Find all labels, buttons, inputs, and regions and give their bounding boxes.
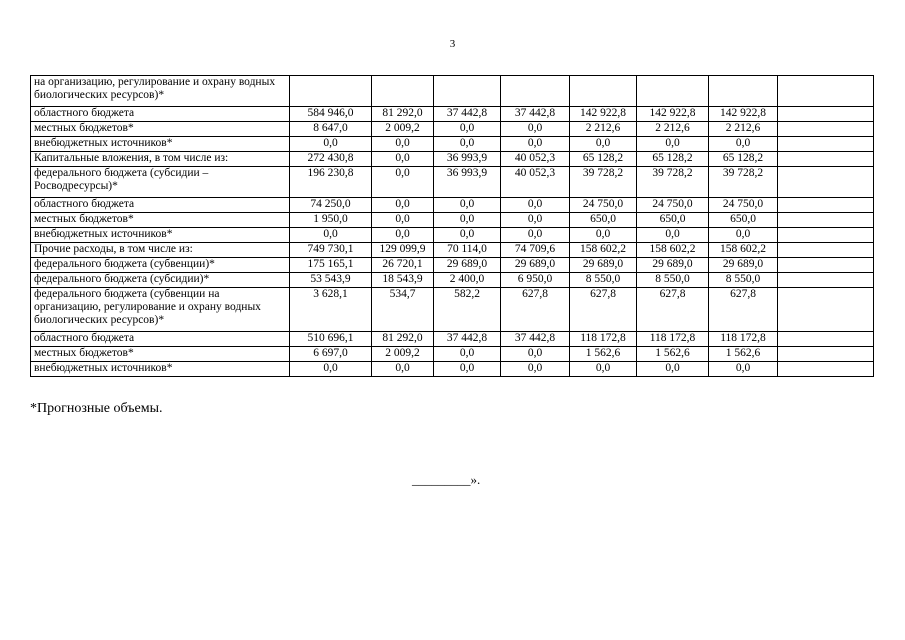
value-cell xyxy=(778,273,874,288)
value-cell: 2 212,6 xyxy=(570,122,637,137)
value-cell xyxy=(501,76,570,107)
value-cell xyxy=(778,152,874,167)
row-label: федерального бюджета (субсидии – Росводресурсы)* xyxy=(31,167,290,198)
table-row xyxy=(31,122,874,137)
value-cell: 142 922,8 xyxy=(709,107,778,122)
value-cell: 0,0 xyxy=(501,137,570,152)
value-cell: 65 128,2 xyxy=(637,152,709,167)
value-cell: 36 993,9 xyxy=(434,167,501,198)
value-cell xyxy=(570,76,637,107)
value-cell: 158 602,2 xyxy=(570,243,637,258)
table-row xyxy=(31,198,874,213)
value-cell: 6 950,0 xyxy=(501,273,570,288)
value-cell: 40 052,3 xyxy=(501,152,570,167)
value-cell: 37 442,8 xyxy=(434,107,501,122)
value-cell: 2 400,0 xyxy=(434,273,501,288)
value-cell: 40 052,3 xyxy=(501,167,570,198)
value-cell: 0,0 xyxy=(570,362,637,377)
value-cell: 158 602,2 xyxy=(637,243,709,258)
value-cell: 39 728,2 xyxy=(570,167,637,198)
row-label: внебюджетных источников* xyxy=(31,137,290,152)
value-cell: 118 172,8 xyxy=(637,332,709,347)
table-row xyxy=(31,107,874,122)
row-label: федерального бюджета (субсидии)* xyxy=(31,273,290,288)
value-cell: 0,0 xyxy=(570,137,637,152)
value-cell: 37 442,8 xyxy=(501,332,570,347)
value-cell: 175 165,1 xyxy=(290,258,372,273)
value-cell: 0,0 xyxy=(501,122,570,137)
table-body xyxy=(31,76,874,377)
value-cell: 29 689,0 xyxy=(709,258,778,273)
value-cell: 0,0 xyxy=(501,347,570,362)
value-cell: 6 697,0 xyxy=(290,347,372,362)
value-cell: 0,0 xyxy=(637,362,709,377)
value-cell: 196 230,8 xyxy=(290,167,372,198)
value-cell xyxy=(778,332,874,347)
value-cell: 70 114,0 xyxy=(434,243,501,258)
value-cell: 0,0 xyxy=(501,198,570,213)
value-cell: 534,7 xyxy=(372,288,434,332)
value-cell: 2 212,6 xyxy=(637,122,709,137)
value-cell: 0,0 xyxy=(372,198,434,213)
value-cell: 0,0 xyxy=(709,137,778,152)
value-cell: 118 172,8 xyxy=(570,332,637,347)
row-label: областного бюджета xyxy=(31,107,290,122)
table-row xyxy=(31,332,874,347)
value-cell: 0,0 xyxy=(434,198,501,213)
row-label: местных бюджетов* xyxy=(31,122,290,137)
value-cell: 24 750,0 xyxy=(570,198,637,213)
table-row xyxy=(31,362,874,377)
budget-table xyxy=(30,75,874,377)
value-cell: 749 730,1 xyxy=(290,243,372,258)
value-cell: 142 922,8 xyxy=(637,107,709,122)
value-cell: 627,8 xyxy=(501,288,570,332)
value-cell: 26 720,1 xyxy=(372,258,434,273)
value-cell: 53 543,9 xyxy=(290,273,372,288)
value-cell xyxy=(372,76,434,107)
value-cell: 37 442,8 xyxy=(501,107,570,122)
row-label: внебюджетных источников* xyxy=(31,362,290,377)
value-cell xyxy=(778,288,874,332)
value-cell: 0,0 xyxy=(372,167,434,198)
table-row xyxy=(31,258,874,273)
value-cell: 65 128,2 xyxy=(709,152,778,167)
value-cell: 0,0 xyxy=(434,362,501,377)
value-cell: 29 689,0 xyxy=(434,258,501,273)
value-cell: 272 430,8 xyxy=(290,152,372,167)
value-cell: 0,0 xyxy=(501,213,570,228)
value-cell xyxy=(778,198,874,213)
value-cell xyxy=(778,107,874,122)
value-cell xyxy=(290,76,372,107)
value-cell: 37 442,8 xyxy=(434,332,501,347)
row-label: на организацию, регулирование и охрану водных биологических ресурсов)* xyxy=(31,76,290,107)
value-cell xyxy=(778,258,874,273)
value-cell: 650,0 xyxy=(637,213,709,228)
row-label: Прочие расходы, в том числе из: xyxy=(31,243,290,258)
value-cell xyxy=(778,76,874,107)
value-cell xyxy=(778,243,874,258)
value-cell xyxy=(778,137,874,152)
table-row xyxy=(31,288,874,332)
value-cell: 81 292,0 xyxy=(372,107,434,122)
value-cell xyxy=(778,167,874,198)
value-cell: 0,0 xyxy=(372,362,434,377)
row-label: областного бюджета xyxy=(31,332,290,347)
value-cell xyxy=(778,122,874,137)
row-label: внебюджетных источников* xyxy=(31,228,290,243)
table-row xyxy=(31,76,874,107)
value-cell: 627,8 xyxy=(637,288,709,332)
closing-mark: _________». xyxy=(412,472,481,487)
page-number: 3 xyxy=(449,38,456,50)
value-cell xyxy=(778,213,874,228)
value-cell: 0,0 xyxy=(372,213,434,228)
row-label: Капитальные вложения, в том числе из: xyxy=(31,152,290,167)
value-cell: 0,0 xyxy=(709,362,778,377)
value-cell xyxy=(637,76,709,107)
footnote: *Прогнозные объемы. xyxy=(30,401,163,416)
value-cell: 1 562,6 xyxy=(709,347,778,362)
value-cell: 1 562,6 xyxy=(637,347,709,362)
row-label: федерального бюджета (субвенции на организацию, регулирование и охрану водных биологических ресурсов)* xyxy=(31,288,290,332)
table-row xyxy=(31,167,874,198)
value-cell: 0,0 xyxy=(372,137,434,152)
table-row xyxy=(31,243,874,258)
value-cell: 8 550,0 xyxy=(709,273,778,288)
value-cell: 74 709,6 xyxy=(501,243,570,258)
table-row xyxy=(31,152,874,167)
table-row xyxy=(31,228,874,243)
table-row xyxy=(31,273,874,288)
table-row xyxy=(31,137,874,152)
value-cell: 0,0 xyxy=(637,137,709,152)
table-row xyxy=(31,347,874,362)
value-cell: 142 922,8 xyxy=(570,107,637,122)
value-cell: 65 128,2 xyxy=(570,152,637,167)
value-cell: 0,0 xyxy=(434,347,501,362)
value-cell: 510 696,1 xyxy=(290,332,372,347)
value-cell: 0,0 xyxy=(290,137,372,152)
value-cell: 8 647,0 xyxy=(290,122,372,137)
value-cell: 627,8 xyxy=(570,288,637,332)
value-cell: 584 946,0 xyxy=(290,107,372,122)
value-cell: 0,0 xyxy=(501,362,570,377)
row-label: местных бюджетов* xyxy=(31,213,290,228)
value-cell: 650,0 xyxy=(570,213,637,228)
value-cell: 39 728,2 xyxy=(637,167,709,198)
value-cell: 129 099,9 xyxy=(372,243,434,258)
value-cell: 29 689,0 xyxy=(501,258,570,273)
value-cell: 0,0 xyxy=(637,228,709,243)
value-cell: 24 750,0 xyxy=(637,198,709,213)
value-cell: 24 750,0 xyxy=(709,198,778,213)
value-cell xyxy=(778,362,874,377)
value-cell: 0,0 xyxy=(372,228,434,243)
value-cell: 74 250,0 xyxy=(290,198,372,213)
value-cell: 39 728,2 xyxy=(709,167,778,198)
row-label: федерального бюджета (субвенции)* xyxy=(31,258,290,273)
value-cell: 1 562,6 xyxy=(570,347,637,362)
value-cell: 36 993,9 xyxy=(434,152,501,167)
value-cell: 2 009,2 xyxy=(372,347,434,362)
value-cell: 29 689,0 xyxy=(570,258,637,273)
value-cell: 0,0 xyxy=(434,213,501,228)
value-cell: 0,0 xyxy=(290,362,372,377)
value-cell xyxy=(778,347,874,362)
value-cell: 0,0 xyxy=(501,228,570,243)
value-cell: 650,0 xyxy=(709,213,778,228)
value-cell xyxy=(709,76,778,107)
value-cell: 0,0 xyxy=(372,152,434,167)
value-cell: 0,0 xyxy=(434,137,501,152)
value-cell: 0,0 xyxy=(434,228,501,243)
value-cell: 81 292,0 xyxy=(372,332,434,347)
value-cell xyxy=(434,76,501,107)
value-cell: 0,0 xyxy=(709,228,778,243)
value-cell: 0,0 xyxy=(434,122,501,137)
value-cell: 2 212,6 xyxy=(709,122,778,137)
value-cell: 8 550,0 xyxy=(570,273,637,288)
value-cell: 3 628,1 xyxy=(290,288,372,332)
table-row xyxy=(31,213,874,228)
value-cell: 29 689,0 xyxy=(637,258,709,273)
value-cell: 8 550,0 xyxy=(637,273,709,288)
value-cell: 118 172,8 xyxy=(709,332,778,347)
value-cell: 582,2 xyxy=(434,288,501,332)
value-cell: 1 950,0 xyxy=(290,213,372,228)
value-cell: 18 543,9 xyxy=(372,273,434,288)
value-cell: 0,0 xyxy=(570,228,637,243)
row-label: областного бюджета xyxy=(31,198,290,213)
value-cell: 158 602,2 xyxy=(709,243,778,258)
value-cell: 0,0 xyxy=(290,228,372,243)
value-cell: 2 009,2 xyxy=(372,122,434,137)
row-label: местных бюджетов* xyxy=(31,347,290,362)
value-cell: 627,8 xyxy=(709,288,778,332)
value-cell xyxy=(778,228,874,243)
